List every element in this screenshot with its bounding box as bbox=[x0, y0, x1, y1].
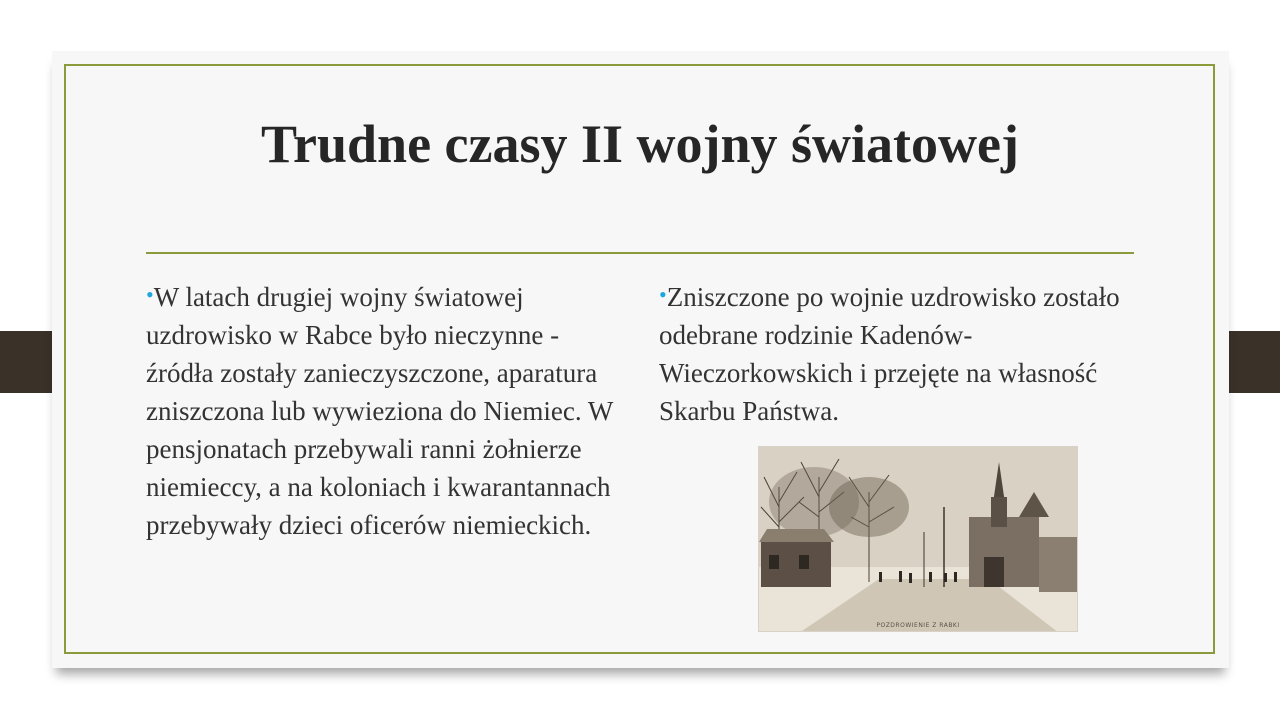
right-paragraph-text: Zniszczone po wojnie uzdrowisko zostało odebrane rodzinie Kadenów-Wieczorkowskich i przejęte na własność Skarbu Państwa. bbox=[659, 282, 1120, 426]
photo-caption: POZDROWIENIE Z RABKI bbox=[876, 622, 960, 629]
postcard-illustration bbox=[759, 447, 1078, 632]
historic-postcard-photo bbox=[758, 446, 1078, 632]
right-paragraph bbox=[659, 276, 1135, 430]
bullet-icon: • bbox=[659, 282, 667, 307]
left-paragraph-text: W latach drugiej wojny światowej uzdrowisko w Rabce było nieczynne - źródła zostały zanieczyszczone, aparatura zniszczona lub wywieziona do Niemiec. W pensjonatach przebywali ranni żołnierze niemieccy, a na koloniach i kwarantannach przebywały dzieci oficerów niemieckich. bbox=[146, 282, 613, 540]
slide-title: Trudne czasy II wojny światowej bbox=[261, 114, 1019, 174]
title-divider bbox=[146, 252, 1134, 254]
left-paragraph bbox=[146, 276, 630, 544]
bullet-icon: • bbox=[146, 282, 154, 307]
